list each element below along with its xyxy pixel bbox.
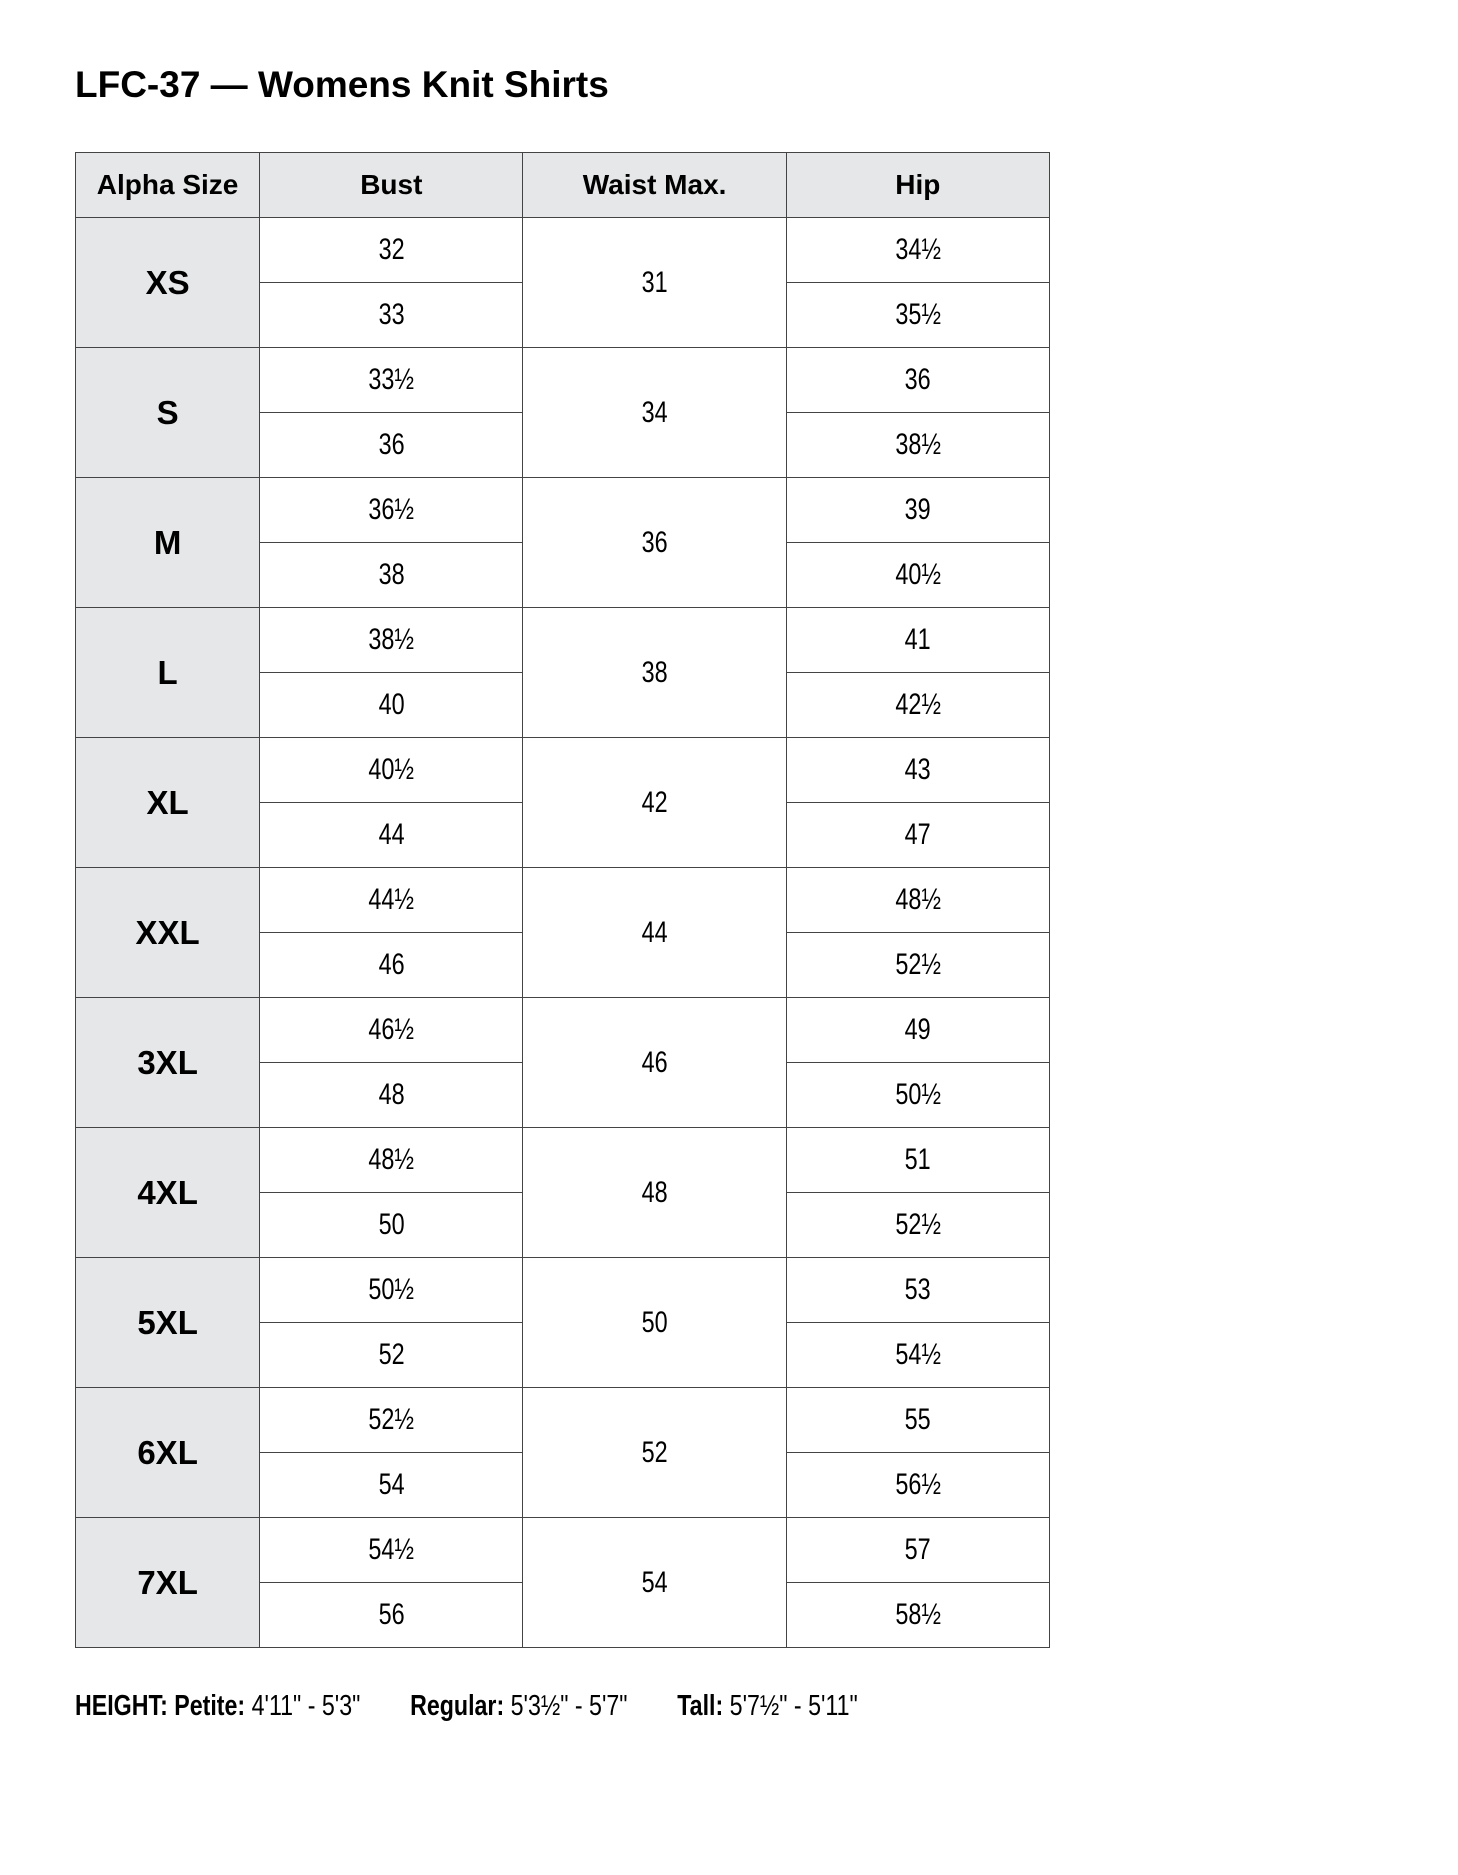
- alpha-size-cell: L: [76, 608, 260, 738]
- hip-cell: [786, 1518, 1049, 1583]
- header-alpha-size: Alpha Size: [76, 153, 260, 218]
- waist-value: 54: [641, 1565, 668, 1599]
- hip-cell: [786, 673, 1049, 738]
- hip-cell: [786, 348, 1049, 413]
- bust-value: 40½: [368, 753, 415, 786]
- table-row: [76, 348, 1050, 413]
- bust-cell: [260, 673, 523, 738]
- bust-value: 36: [378, 428, 405, 461]
- waist-value: 50: [641, 1305, 668, 1339]
- hip-cell: [786, 1258, 1049, 1323]
- bust-cell: [260, 933, 523, 998]
- bust-value: 44½: [368, 883, 415, 916]
- table-row: [76, 478, 1050, 543]
- hip-value: 40½: [895, 558, 941, 591]
- hip-value: 42½: [895, 688, 941, 721]
- hip-cell: [786, 608, 1049, 673]
- tall-label: Tall:: [677, 1690, 724, 1722]
- bust-value: 38: [378, 558, 405, 591]
- bust-value: 56: [378, 1598, 405, 1631]
- table-row: [76, 998, 1050, 1063]
- hip-value: 58½: [895, 1598, 941, 1631]
- hip-cell: [786, 283, 1049, 348]
- hip-cell: [786, 1193, 1049, 1258]
- hip-value: 35½: [895, 298, 941, 331]
- bust-cell: [260, 1193, 523, 1258]
- bust-value: 33½: [368, 363, 415, 396]
- bust-cell: [260, 738, 523, 803]
- table-body: [76, 218, 1050, 1648]
- hip-value: 36: [904, 363, 931, 396]
- bust-value: 54½: [368, 1533, 415, 1566]
- hip-cell: [786, 1063, 1049, 1128]
- bust-cell: [260, 1453, 523, 1518]
- waist-value: 52: [641, 1435, 668, 1469]
- waist-cell: [523, 1518, 786, 1648]
- bust-cell: [260, 1258, 523, 1323]
- bust-value: 52: [378, 1338, 405, 1371]
- bust-value: 46: [378, 948, 405, 981]
- header-waist-max: Waist Max.: [523, 153, 786, 218]
- hip-value: 53: [904, 1273, 931, 1306]
- bust-cell: [260, 1063, 523, 1128]
- table-row: [76, 868, 1050, 933]
- petite-label: Petite:: [174, 1690, 246, 1722]
- hip-cell: [786, 1323, 1049, 1388]
- header-hip: Hip: [786, 153, 1049, 218]
- alpha-size-cell: 7XL: [76, 1518, 260, 1648]
- bust-value: 50½: [368, 1273, 415, 1306]
- bust-value: 54: [378, 1468, 405, 1501]
- waist-value: 38: [641, 655, 668, 689]
- bust-value: 40: [378, 688, 405, 721]
- table-row: [76, 608, 1050, 673]
- bust-cell: [260, 608, 523, 673]
- alpha-size-cell: S: [76, 348, 260, 478]
- bust-value: 50: [378, 1208, 405, 1241]
- table-row: [76, 218, 1050, 283]
- bust-cell: [260, 543, 523, 608]
- waist-value: 48: [641, 1175, 668, 1209]
- waist-value: 44: [641, 915, 668, 949]
- height-footer: [75, 1690, 858, 1723]
- alpha-size-cell: XL: [76, 738, 260, 868]
- hip-value: 56½: [895, 1468, 941, 1501]
- bust-cell: [260, 868, 523, 933]
- height-label: HEIGHT:: [75, 1690, 168, 1722]
- hip-value: 41: [904, 623, 931, 656]
- bust-cell: [260, 348, 523, 413]
- hip-value: 55: [904, 1403, 931, 1436]
- hip-cell: [786, 218, 1049, 283]
- alpha-size-cell: M: [76, 478, 260, 608]
- waist-cell: [523, 218, 786, 348]
- table-row: [76, 1258, 1050, 1323]
- bust-value: 52½: [368, 1403, 415, 1436]
- hip-value: 48½: [895, 883, 941, 916]
- bust-cell: [260, 1583, 523, 1648]
- hip-cell: [786, 1388, 1049, 1453]
- table-row: [76, 738, 1050, 803]
- bust-cell: [260, 1323, 523, 1388]
- bust-value: 38½: [368, 623, 415, 656]
- hip-value: 57: [904, 1533, 931, 1566]
- hip-value: 47: [904, 818, 931, 851]
- alpha-size-cell: XS: [76, 218, 260, 348]
- alpha-size-cell: 4XL: [76, 1128, 260, 1258]
- hip-cell: [786, 478, 1049, 543]
- alpha-size-cell: 6XL: [76, 1388, 260, 1518]
- hip-cell: [786, 1583, 1049, 1648]
- waist-value: 31: [641, 265, 668, 299]
- bust-cell: [260, 803, 523, 868]
- bust-value: 48: [378, 1078, 405, 1111]
- table-header-row: [76, 153, 1050, 218]
- hip-cell: [786, 868, 1049, 933]
- hip-value: 50½: [895, 1078, 941, 1111]
- bust-cell: [260, 1388, 523, 1453]
- bust-value: 33: [378, 298, 405, 331]
- bust-value: 44: [378, 818, 405, 851]
- hip-value: 52½: [895, 948, 941, 981]
- petite-value: 4'11" - 5'3": [251, 1690, 361, 1722]
- hip-cell: [786, 413, 1049, 478]
- bust-value: 32: [378, 233, 405, 266]
- hip-value: 38½: [895, 428, 941, 461]
- bust-cell: [260, 1128, 523, 1193]
- bust-cell: [260, 998, 523, 1063]
- header-bust: Bust: [260, 153, 523, 218]
- alpha-size-cell: 5XL: [76, 1258, 260, 1388]
- bust-value: 48½: [368, 1143, 415, 1176]
- waist-value: 46: [641, 1045, 668, 1079]
- waist-cell: [523, 1128, 786, 1258]
- waist-cell: [523, 1258, 786, 1388]
- hip-value: 54½: [895, 1338, 941, 1371]
- waist-value: 34: [641, 395, 668, 429]
- waist-cell: [523, 608, 786, 738]
- waist-cell: [523, 1388, 786, 1518]
- hip-cell: [786, 1128, 1049, 1193]
- bust-cell: [260, 283, 523, 348]
- hip-value: 39: [904, 493, 931, 526]
- table-row: [76, 1128, 1050, 1193]
- bust-cell: [260, 1518, 523, 1583]
- bust-cell: [260, 413, 523, 478]
- hip-cell: [786, 1453, 1049, 1518]
- size-chart-table: [75, 152, 1050, 1648]
- hip-cell: [786, 543, 1049, 608]
- waist-cell: [523, 478, 786, 608]
- waist-cell: [523, 998, 786, 1128]
- tall-value: 5'7½" - 5'11": [729, 1690, 858, 1722]
- bust-value: 46½: [368, 1013, 415, 1046]
- hip-value: 49: [904, 1013, 931, 1046]
- hip-cell: [786, 933, 1049, 998]
- waist-cell: [523, 868, 786, 998]
- regular-label: Regular:: [410, 1690, 505, 1722]
- hip-value: 34½: [895, 233, 941, 266]
- hip-value: 52½: [895, 1208, 941, 1241]
- waist-value: 36: [641, 525, 668, 559]
- waist-value: 42: [641, 785, 668, 819]
- hip-cell: [786, 803, 1049, 868]
- bust-cell: [260, 478, 523, 543]
- hip-cell: [786, 738, 1049, 803]
- page-title: LFC-37 — Womens Knit Shirts: [75, 64, 609, 105]
- hip-cell: [786, 998, 1049, 1063]
- waist-cell: [523, 348, 786, 478]
- alpha-size-cell: 3XL: [76, 998, 260, 1128]
- bust-cell: [260, 218, 523, 283]
- table-row: [76, 1388, 1050, 1453]
- table-row: [76, 1518, 1050, 1583]
- bust-value: 36½: [368, 493, 415, 526]
- waist-cell: [523, 738, 786, 868]
- hip-value: 43: [904, 753, 931, 786]
- regular-value: 5'3½" - 5'7": [510, 1690, 628, 1722]
- hip-value: 51: [904, 1143, 931, 1176]
- alpha-size-cell: XXL: [76, 868, 260, 998]
